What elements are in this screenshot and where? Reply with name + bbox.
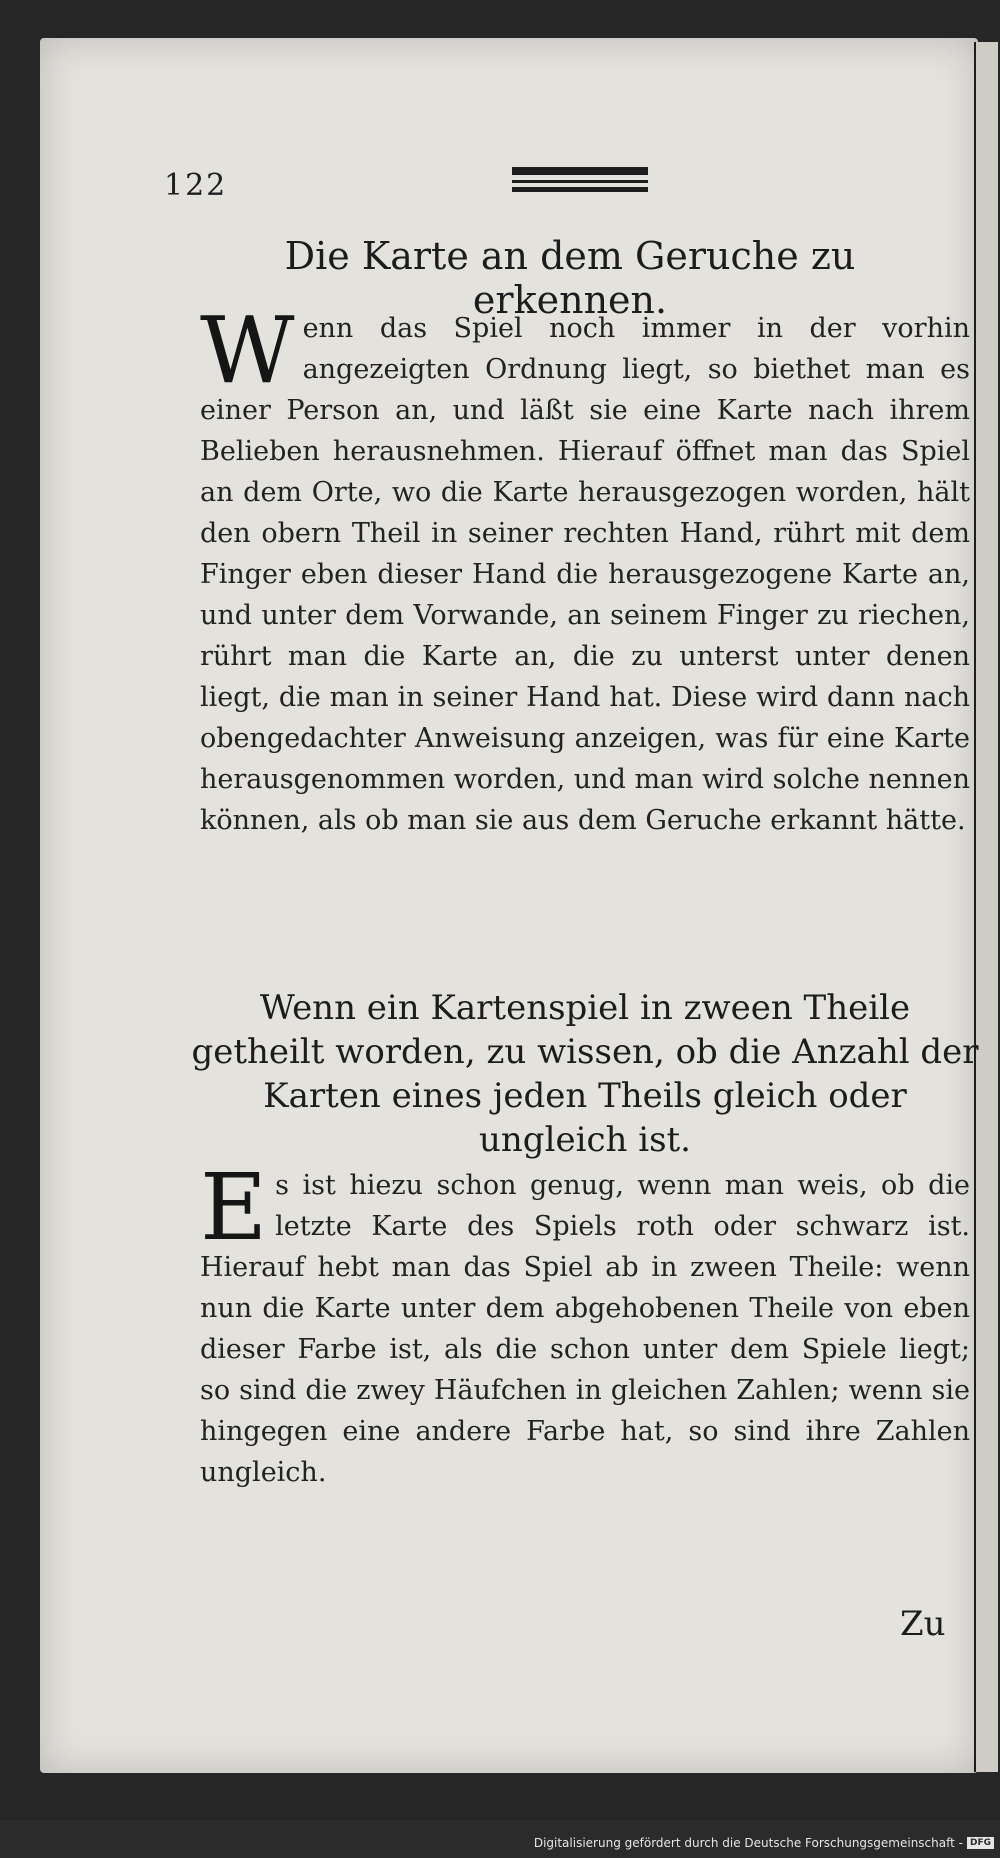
section-heading-1: Die Karte an dem Geruche zu erkennen. xyxy=(284,234,856,322)
paragraph-text: s ist hiezu schon genug, wenn man weis, ob die letzte Karte des Spiels roth oder schwarz ist. Hierauf hebt man das Spiel ab in zween Theile: wenn nun die Karte unter dem abgehobenen Theile von eben dieser Farbe ist, als die schon unter dem Spiele liegt; so sind die zwey Häufchen in gleichen Zahlen; wenn sie hingegen eine andere Farbe hat, so sind ihre Zahlen ungleich. xyxy=(200,1170,970,1488)
next-page-edge xyxy=(974,42,998,1772)
header-ornament-rule xyxy=(512,180,648,183)
dropcap: W xyxy=(200,297,295,404)
paragraph-1 xyxy=(200,297,970,841)
page-number: 122 xyxy=(164,168,228,203)
dfg-logo: DFG xyxy=(967,1837,994,1849)
digitization-credit xyxy=(534,1836,994,1850)
header-ornament-rule xyxy=(512,187,648,192)
credit-text: Digitalisierung gefördert durch die Deutsche Forschungsgemeinschaft - xyxy=(533,1836,963,1850)
section-heading-2: Wenn ein Kartenspiel in zween Theile getheilt worden, zu wissen, ob die Anzahl der Karten eines jeden Theils gleich oder ungleich ist. xyxy=(191,988,979,1160)
dropcap: E xyxy=(200,1154,268,1261)
header-ornament-rule xyxy=(512,167,648,175)
catchword: Zu xyxy=(900,1604,946,1644)
paragraph-2 xyxy=(200,1154,970,1493)
paragraph-text: enn das Spiel noch immer in der vorhin angezeigten Ordnung liegt, so biethet man es einer Person an, und läßt sie eine Karte nach ihrem Belieben herausnehmen. Hierauf öffnet man das Spiel an dem Orte, wo die Karte herausgezogen worden, hält den obern Theil in seiner rechten Hand, rührt mit dem Finger eben dieser Hand die herausgezogene Karte an, und unter dem Vorwande, an seinem Finger zu riechen, rührt man die Karte an, die zu unterst unter denen liegt, die man in seiner Hand hat. Diese wird dann nach obengedachter Anweisung anzeigen, was für eine Karte herausgenommen worden, und man wird solche nennen können, als ob man sie aus dem Geruche erkannt hätte. xyxy=(200,313,970,836)
